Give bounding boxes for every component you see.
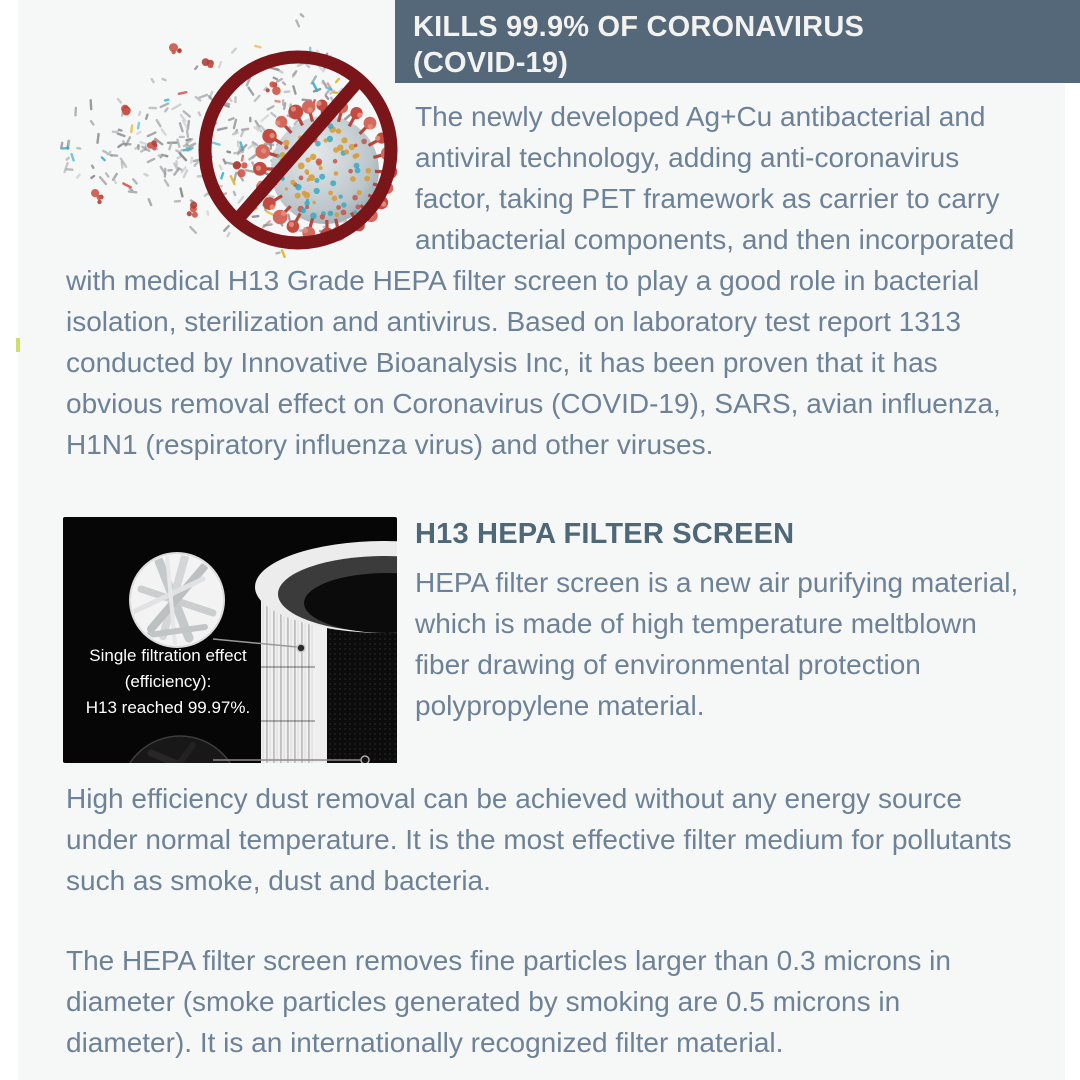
filter-caption-line2: (efficiency): — [124, 672, 212, 691]
filter-caption-line1: Single filtration effect — [89, 646, 247, 665]
edge-artifact-mark — [16, 338, 20, 352]
coronavirus-description-paragraph — [66, 96, 1020, 465]
image-float-spacer — [66, 96, 415, 256]
filter-caption-line3: H13 reached 99.97%. — [85, 698, 251, 717]
hepa-section-heading: H13 HEPA FILTER SCREEN — [415, 518, 795, 550]
hepa-section — [66, 517, 1020, 763]
dust-removal-paragraph: High efficiency dust removal can be achieved without any energy source under normal temperature. It is the most effective filter medium for pollutants such as smoke, dust and bacteria. — [66, 783, 1012, 896]
image-float-spacer — [66, 517, 415, 763]
particle-size-paragraph: The HEPA filter screen removes fine particles larger than 0.3 microns in diameter (smoke particles generated by smoking are 0.5 microns in diameter). It is an internationally recognized filter material. — [66, 945, 951, 1058]
kills-coronavirus-banner — [395, 0, 1080, 83]
hepa-intro-paragraph: HEPA filter screen is a new air purifying material, which is made of high temperature meltblown fiber drawing of environmental protection polypropylene material. — [415, 567, 1019, 721]
banner-title-line1: KILLS 99.9% OF CORONAVIRUS — [413, 11, 865, 43]
banner-title-line2: (COVID-19) — [413, 47, 569, 79]
coronavirus-description-text: The newly developed Ag+Cu antibacterial and antiviral technology, adding anti-coronavirus factor, taking PET framework as carrier to carry antibacterial components, and then incorporated with medical H13 Grade HEPA filter screen to play a good role in bacterial isolation, sterilization and antivirus. Based on laboratory test report 1313 conducted by Innovative Bioanalysis Inc, it has been proven that it has obvious removal effect on Coronavirus (COVID-19), SARS, avian influenza, H1N1 (respiratory influenza virus) and other viruses. — [66, 101, 1015, 460]
